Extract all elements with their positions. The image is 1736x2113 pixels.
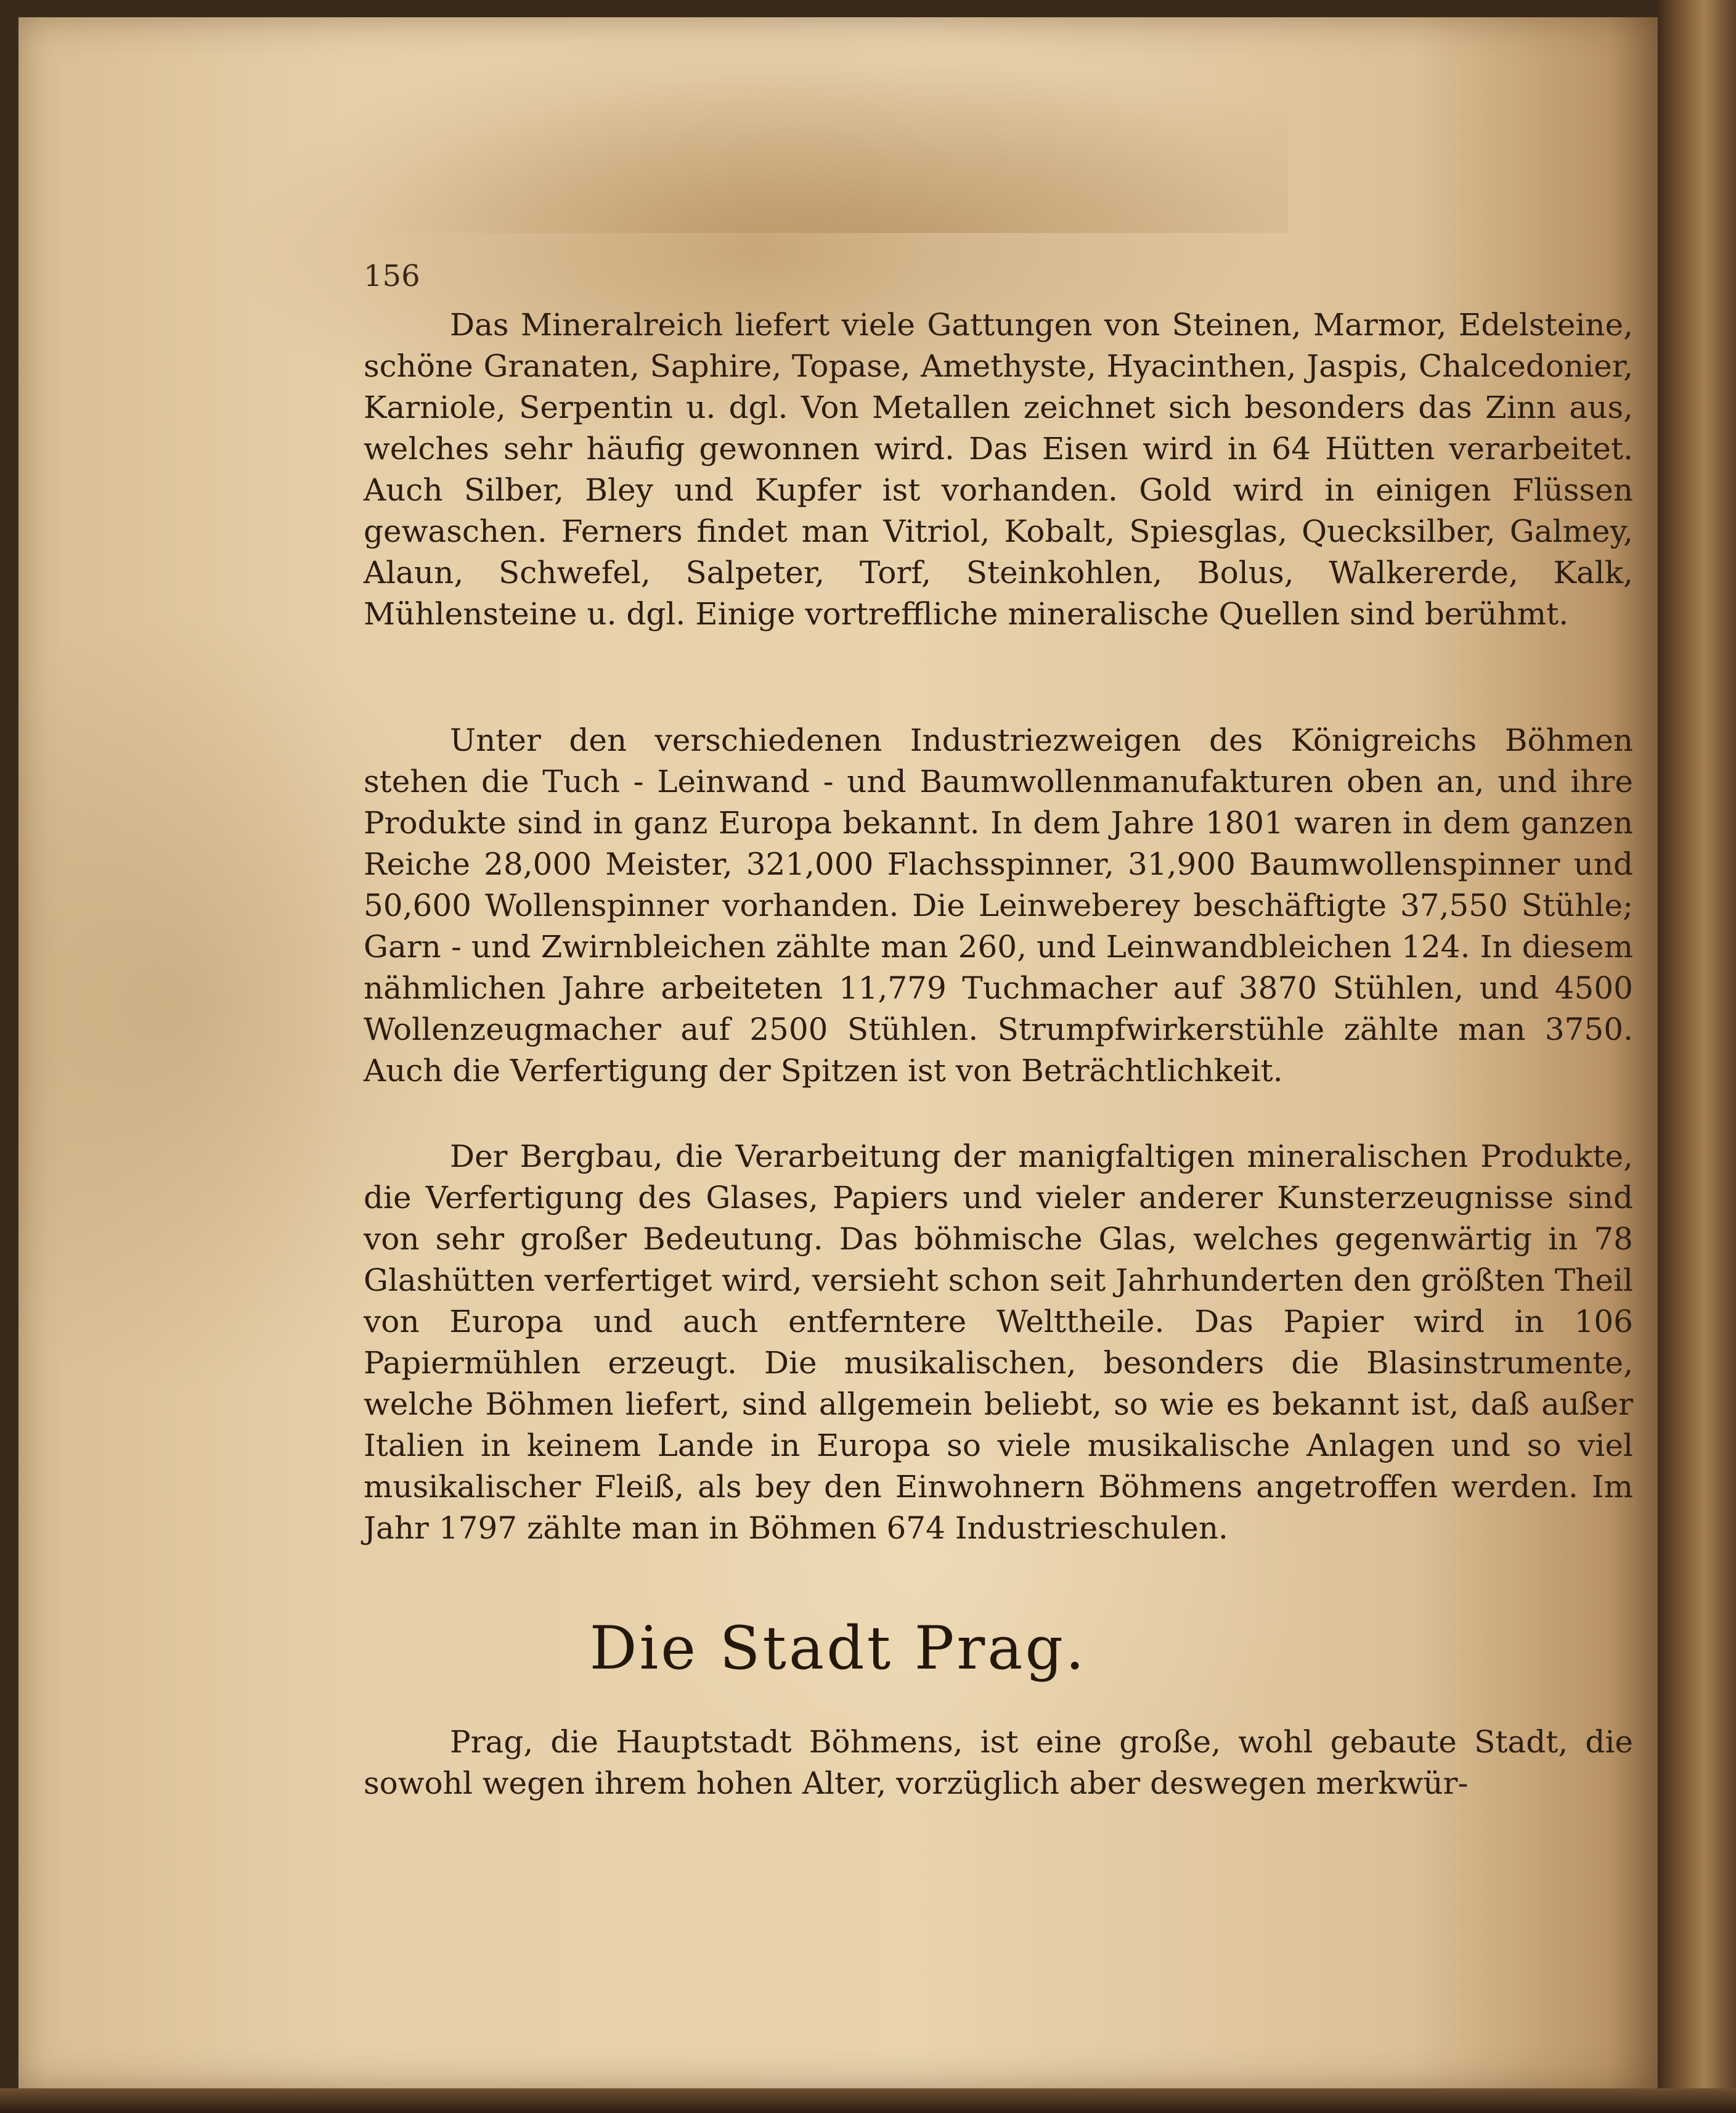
paragraph-prague — [364, 1722, 1633, 1804]
water-stain — [364, 60, 1288, 233]
book-page — [18, 17, 1658, 2088]
paragraph-text: Der Bergbau, die Verarbeitung der manigfaltigen mineralischen Produkte, die Verfertigung des Glases, Papiers und vieler anderer Kunsterzeugnisse sind von sehr großer Bedeutung. Das böhmische Glas, welches gegenwärtig in 78 Glashütten verfertiget wird, versieht schon seit Jahrhunderten den größten Theil von Europa und auch entferntere Welttheile. Das Papier wird in 106 Papiermühlen erzeugt. Die musikalischen, besonders die Blasinstrumente, welche Böhmen liefert, sind allgemein beliebt, so wie es bekannt ist, daß außer Italien in keinem Lande in Europa so viele musikalische Anlagen und so viel musikalischer Fleiß, als bey den Einwohnern Böhmens angetroffen werden. Im Jahr 1797 zählte man in Böhmen 674 Industrieschulen. — [364, 1138, 1633, 1546]
paragraph-text: Prag, die Hauptstadt Böhmens, ist eine große, wohl gebaute Stadt, die sowohl wegen ihrem hohen Alter, vorzüglich aber deswegen merkwür- — [364, 1724, 1633, 1801]
adjacent-page-edge — [1658, 0, 1736, 2113]
paragraph-mining-glass — [364, 1136, 1633, 1549]
paragraph-industry — [364, 720, 1633, 1092]
book-bottom-edge — [0, 2088, 1736, 2113]
page-number: 156 — [364, 259, 420, 293]
section-heading: Die Stadt Prag. — [589, 1614, 1087, 1683]
paragraph-text: Unter den verschiedenen Industriezweigen des Königreichs Böhmen stehen die Tuch - Leinwand - und Baumwollenmanufakturen oben an, und ihre Produkte sind in ganz Europa bekannt. In dem Jahre 1801 waren in dem ganzen Reiche 28,000 Meister, 321,000 Flachsspinner, 31,900 Baumwollenspinner und 50,600 Wollenspinner vorhanden. Die Leinweberey beschäftigte 37,550 Stühle; Garn - und Zwirnbleichen zählte man 260, und Leinwandbleichen 124. In diesem nähmlichen Jahre arbeiteten 11,779 Tuchmacher auf 3870 Stühlen, und 4500 Wollenzeugmacher auf 2500 Stühlen. Strumpfwirkerstühle zählte man 3750. Auch die Verfertigung der Spitzen ist von Beträchtlichkeit. — [364, 722, 1633, 1089]
paragraph-text: Das Mineralreich liefert viele Gattungen von Steinen, Marmor, Edelsteine, schöne Granaten, Saphire, Topase, Amethyste, Hyacinthen, Jaspis, Chalcedonier, Karniole, Serpentin u. dgl. Von Metallen zeichnet sich besonders das Zinn aus, welches sehr häufig gewonnen wird. Das Eisen wird in 64 Hütten verarbeitet. Auch Silber, Bley und Kupfer ist vorhanden. Gold wird in einigen Flüssen gewaschen. Ferners findet man Vitriol, Kobalt, Spiesglas, Quecksilber, Galmey, Alaun, Schwefel, Salpeter, Torf, Steinkohlen, Bolus, Walkererde, Kalk, Mühlensteine u. dgl. Einige vortreffliche mineralische Quellen sind berühmt. — [364, 307, 1633, 632]
paragraph-minerals — [364, 304, 1633, 635]
